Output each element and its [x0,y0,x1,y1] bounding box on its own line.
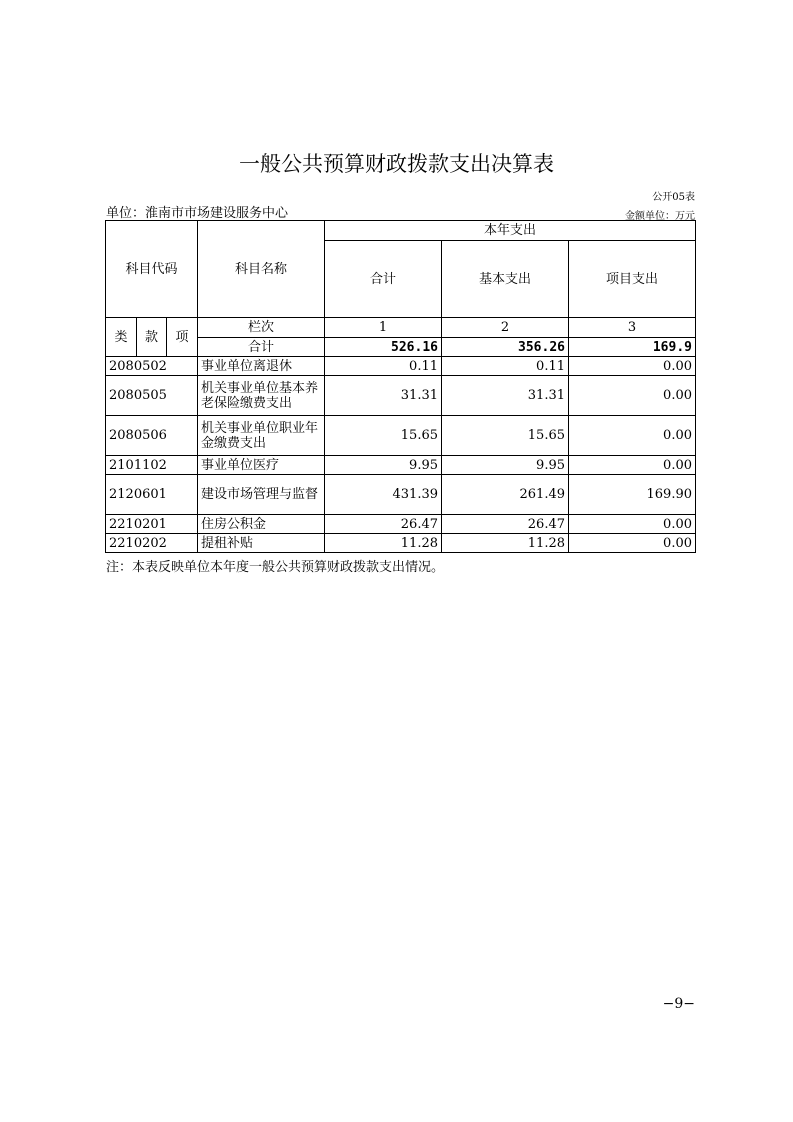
row-project: 0.00 [569,357,696,376]
table-row [106,534,696,553]
header-code: 科目代码 [106,221,198,318]
row-name: 事业单位离退休 [198,357,325,376]
header-lei: 类 [106,318,137,357]
table-row [106,376,696,416]
row-basic: 15.65 [442,416,569,456]
row-code: 2101102 [106,456,198,475]
row-code: 2120601 [106,475,198,515]
row-basic: 11.28 [442,534,569,553]
row-name: 机关事业单位职业年金缴费支出 [198,416,325,456]
row-basic: 9.95 [442,456,569,475]
expenditure-table [105,220,696,553]
row-project: 0.00 [569,456,696,475]
row-total: 11.28 [325,534,442,553]
header-lanci: 栏次 [198,318,325,338]
row-basic: 0.11 [442,357,569,376]
row-total: 431.39 [325,475,442,515]
page-number: −9− [662,996,695,1012]
row-name: 机关事业单位基本养老保险缴费支出 [198,376,325,416]
header-col2: 2 [442,318,569,338]
money-unit-label: 金额单位：万元 [625,211,695,222]
row-project: 169.90 [569,475,696,515]
header-project: 项目支出 [569,241,696,318]
total-project: 169.9 [569,338,696,357]
header-col1: 1 [325,318,442,338]
total-label: 合计 [198,338,325,357]
row-total: 31.31 [325,376,442,416]
row-project: 0.00 [569,416,696,456]
row-project: 0.00 [569,376,696,416]
header-xiang: 项 [167,318,198,357]
header-name: 科目名称 [198,221,325,318]
row-code: 2210201 [106,515,198,534]
total-total: 526.16 [325,338,442,357]
header-col3: 3 [569,318,696,338]
page-title: 一般公共预算财政拨款支出决算表 [239,152,554,176]
row-basic: 26.47 [442,515,569,534]
table-row [106,515,696,534]
table-row [106,456,696,475]
row-name: 住房公积金 [198,515,325,534]
table-note: 注：本表反映单位本年度一般公共预算财政拨款支出情况。 [106,560,445,575]
unit-label: 单位：淮南市市场建设服务中心 [106,206,289,221]
row-total: 0.11 [325,357,442,376]
table-row [106,416,696,456]
header-kuan: 款 [137,318,167,357]
row-project: 0.00 [569,534,696,553]
row-total: 9.95 [325,456,442,475]
row-name: 提租补贴 [198,534,325,553]
row-code: 2080505 [106,376,198,416]
row-code: 2080502 [106,357,198,376]
row-code: 2080506 [106,416,198,456]
row-name: 事业单位医疗 [198,456,325,475]
total-basic: 356.26 [442,338,569,357]
row-total: 26.47 [325,515,442,534]
header-basic: 基本支出 [442,241,569,318]
form-number: 公开05表 [652,192,695,203]
row-basic: 261.49 [442,475,569,515]
row-code: 2210202 [106,534,198,553]
header-year-expense: 本年支出 [325,221,696,241]
row-name: 建设市场管理与监督 [198,475,325,515]
table-row [106,357,696,376]
row-total: 15.65 [325,416,442,456]
row-basic: 31.31 [442,376,569,416]
table-row [106,475,696,515]
row-project: 0.00 [569,515,696,534]
header-total: 合计 [325,241,442,318]
